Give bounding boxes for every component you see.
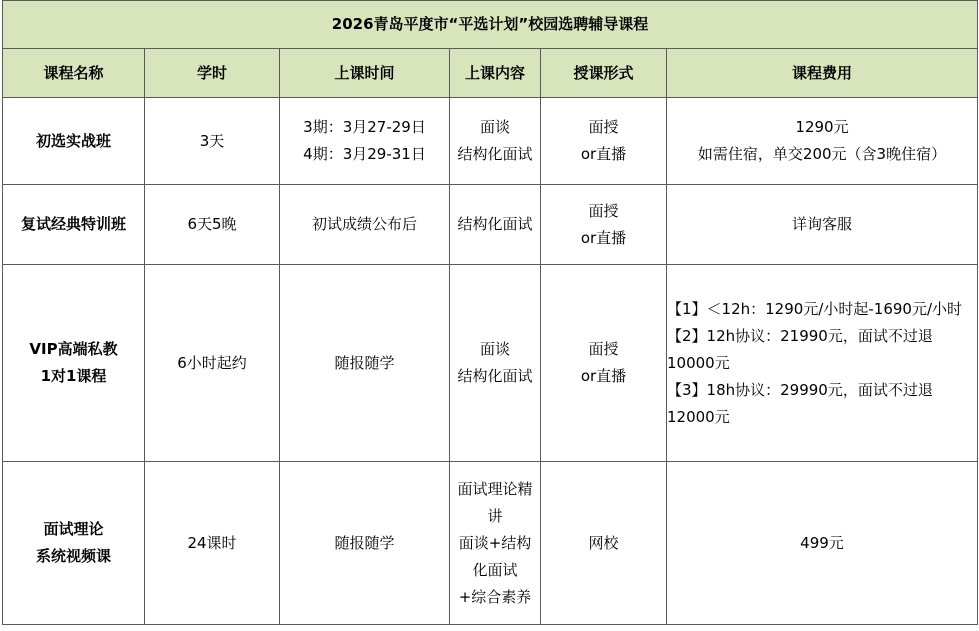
format-cell — [541, 98, 667, 185]
table-row — [3, 462, 978, 625]
schedule-line: 随报随学 — [334, 353, 395, 372]
table-title: 2026青岛平度市“平选计划”校园选聘辅导课程 — [3, 1, 978, 49]
hours-cell: 6小时起约 — [145, 265, 280, 462]
format-line: 面授 — [588, 201, 619, 220]
course-name: 初选实战班 — [35, 131, 111, 150]
content-line: 面试理论精 — [457, 479, 533, 498]
course-name: VIP高端私教 — [29, 340, 118, 358]
fee-line: 499元 — [800, 533, 844, 552]
fee-cell — [667, 265, 978, 462]
course-name: 复试经典特训班 — [20, 215, 126, 233]
header-schedule: 上课时间 — [280, 49, 450, 98]
content-line: 结构化面试 — [457, 145, 533, 163]
schedule-cell — [280, 185, 450, 265]
content-line: +综合素养 — [458, 587, 532, 606]
header-row — [3, 49, 978, 98]
fee-line: 12000元 — [667, 407, 730, 426]
fee-cell — [667, 98, 978, 185]
course-name-cell — [3, 185, 145, 265]
fee-cell — [667, 462, 978, 625]
content-line: 面谈+结构 — [458, 533, 532, 552]
content-line: 面谈 — [479, 340, 510, 358]
format-line: or直播 — [580, 367, 627, 385]
content-cell — [450, 462, 541, 625]
schedule-cell — [280, 462, 450, 625]
header-fee: 课程费用 — [667, 49, 978, 98]
header-hours: 学时 — [145, 49, 280, 98]
table-row — [3, 185, 978, 265]
format-line: or直播 — [580, 228, 627, 247]
format-line: 面授 — [588, 118, 619, 136]
fee-cell — [667, 185, 978, 265]
schedule-cell — [280, 265, 450, 462]
format-cell — [541, 265, 667, 462]
schedule-cell — [280, 98, 450, 185]
schedule-line: 3期：3月27-29日 — [303, 118, 426, 136]
content-cell — [450, 185, 541, 265]
fee-line: 10000元 — [667, 353, 730, 372]
content-line: 结构化面试 — [457, 367, 533, 385]
schedule-line: 4期：3月29-31日 — [303, 145, 426, 163]
content-line: 结构化面试 — [457, 215, 533, 233]
fee-line: 1290元 — [795, 118, 849, 136]
header-format: 授课形式 — [541, 49, 667, 98]
header-course-name: 课程名称 — [3, 49, 145, 98]
header-content: 上课内容 — [450, 49, 541, 98]
schedule-line: 初试成绩公布后 — [311, 215, 417, 233]
format-line: or直播 — [580, 145, 627, 163]
format-cell — [541, 185, 667, 265]
table-row — [3, 98, 978, 185]
format-line: 面授 — [588, 340, 619, 358]
schedule-line: 随报随学 — [334, 533, 395, 552]
hours-cell: 6天5晚 — [145, 185, 280, 265]
content-cell — [450, 98, 541, 185]
fee-line: 如需住宿，单交200元（含3晚住宿） — [697, 145, 947, 163]
fee-line: 【1】＜12h：1290元/小时起-1690元/小时 — [667, 299, 963, 318]
course-name: 系统视频课 — [35, 547, 111, 565]
content-line: 面谈 — [479, 118, 510, 136]
fee-line: 详询客服 — [791, 215, 852, 233]
format-cell — [541, 462, 667, 625]
course-table — [2, 0, 978, 625]
fee-line: 【3】18h协议：29990元，面试不过退 — [667, 380, 933, 399]
course-name: 1对1课程 — [40, 367, 107, 385]
content-line: 讲 — [487, 506, 503, 525]
content-cell — [450, 265, 541, 462]
hours-cell: 24课时 — [145, 462, 280, 625]
table-row — [3, 265, 978, 462]
course-name-cell — [3, 265, 145, 462]
course-name: 面试理论 — [43, 520, 104, 538]
course-name-cell — [3, 98, 145, 185]
fee-line: 【2】12h协议：21990元，面试不过退 — [667, 326, 933, 345]
content-line: 化面试 — [472, 560, 518, 579]
course-name-cell — [3, 462, 145, 625]
hours-cell: 3天 — [145, 98, 280, 185]
format-line: 网校 — [588, 533, 619, 552]
